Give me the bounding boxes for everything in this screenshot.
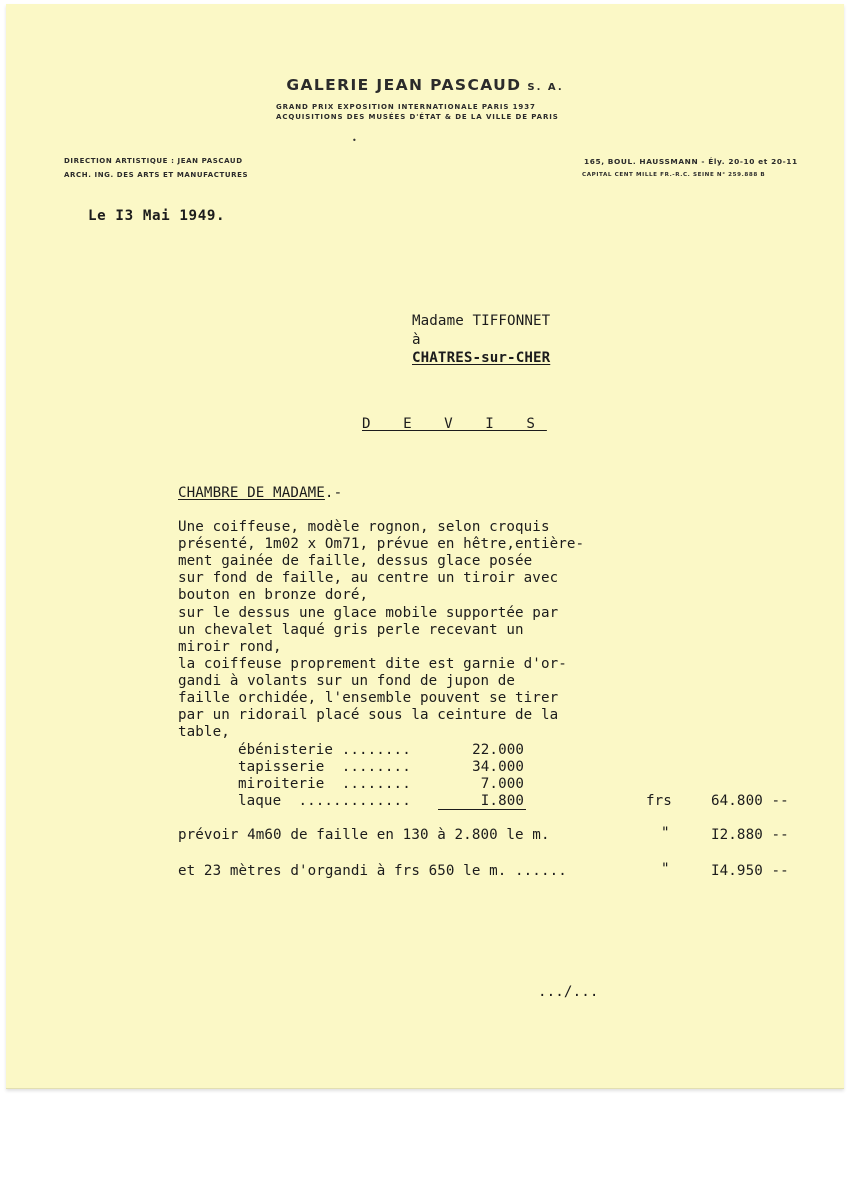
section-heading-suffix: .- bbox=[324, 485, 343, 501]
breakdown-amount: 22.000 bbox=[472, 742, 524, 758]
organdi-amount: I4.950 -- bbox=[711, 863, 789, 879]
description-line: présenté, 1m02 x Om71, prévue en hêtre,entière- bbox=[178, 536, 585, 552]
description-line: table, bbox=[178, 724, 230, 740]
recipient-prep: à bbox=[412, 332, 421, 348]
direction-line: DIRECTION ARTISTIQUE : JEAN PASCAUD bbox=[64, 157, 243, 165]
breakdown-amount: I.800 bbox=[480, 793, 524, 809]
fabric-ditto: " bbox=[661, 825, 670, 841]
description-line: miroir rond, bbox=[178, 639, 282, 655]
letterhead-acquisitions-line: ACQUISITIONS DES MUSÉES D'ÉTAT & DE LA VILLE DE PARIS bbox=[276, 113, 559, 121]
description-line: ment gainée de faille, dessus glace posée bbox=[178, 553, 533, 569]
description-line: Une coiffeuse, modèle rognon, selon croquis bbox=[178, 519, 550, 535]
section-heading bbox=[178, 485, 342, 501]
capital-line: CAPITAL CENT MILLE FR.-R.C. SEINE N° 259.888 B bbox=[582, 172, 766, 178]
description-line: sur le dessus une glace mobile supportée par bbox=[178, 605, 559, 621]
letter-page bbox=[6, 4, 844, 1089]
description-line: sur fond de faille, au centre un tiroir avec bbox=[178, 570, 559, 586]
breakdown-amount: 34.000 bbox=[472, 759, 524, 775]
recipient-name: Madame TIFFONNET bbox=[412, 313, 551, 329]
letterhead-dot: • bbox=[352, 136, 357, 145]
recipient-place: CHATRES-sur-CHER bbox=[412, 350, 551, 366]
address-line: 165, BOUL. HAUSSMANN - Ély. 20-10 et 20-11 bbox=[584, 157, 798, 166]
company-suffix: S. A. bbox=[527, 82, 564, 93]
document-title: D E V I S bbox=[362, 416, 547, 432]
total-currency: frs bbox=[646, 793, 672, 809]
subtotal-rule bbox=[438, 809, 526, 810]
letter-date: Le I3 Mai 1949. bbox=[88, 208, 226, 224]
breakdown-label: ébénisterie ........ bbox=[238, 742, 411, 758]
description-line: gandi à volants sur un fond de jupon de bbox=[178, 673, 516, 689]
continued-marker: .../... bbox=[538, 984, 599, 1000]
description-line: un chevalet laqué gris perle recevant un bbox=[178, 622, 524, 638]
breakdown-label: laque ............. bbox=[238, 793, 411, 809]
breakdown-label: miroiterie ........ bbox=[238, 776, 411, 792]
company-name-text: GALERIE JEAN PASCAUD bbox=[286, 76, 522, 94]
letterhead-award-line: GRAND PRIX EXPOSITION INTERNATIONALE PARIS 1937 bbox=[276, 103, 536, 111]
description-line: la coiffeuse proprement dite est garnie d'or- bbox=[178, 656, 567, 672]
arch-line: ARCH. ING. DES ARTS ET MANUFACTURES bbox=[64, 171, 249, 179]
fabric-line: prévoir 4m60 de faille en 130 à 2.800 le m. bbox=[178, 827, 550, 843]
fabric-amount: I2.880 -- bbox=[711, 827, 789, 843]
description-line: par un ridorail placé sous la ceinture de la bbox=[178, 707, 559, 723]
total-amount: 64.800 -- bbox=[711, 793, 789, 809]
description-line: faille orchidée, l'ensemble pouvent se tirer bbox=[178, 690, 559, 706]
description-line: bouton en bronze doré, bbox=[178, 587, 369, 603]
organdi-line: et 23 mètres d'organdi à frs 650 le m. ...... bbox=[178, 863, 567, 879]
breakdown-amount: 7.000 bbox=[480, 776, 524, 792]
section-heading-text: CHAMBRE DE MADAME bbox=[178, 485, 325, 501]
company-name bbox=[6, 76, 844, 94]
breakdown-label: tapisserie ........ bbox=[238, 759, 411, 775]
organdi-ditto: " bbox=[661, 861, 670, 877]
